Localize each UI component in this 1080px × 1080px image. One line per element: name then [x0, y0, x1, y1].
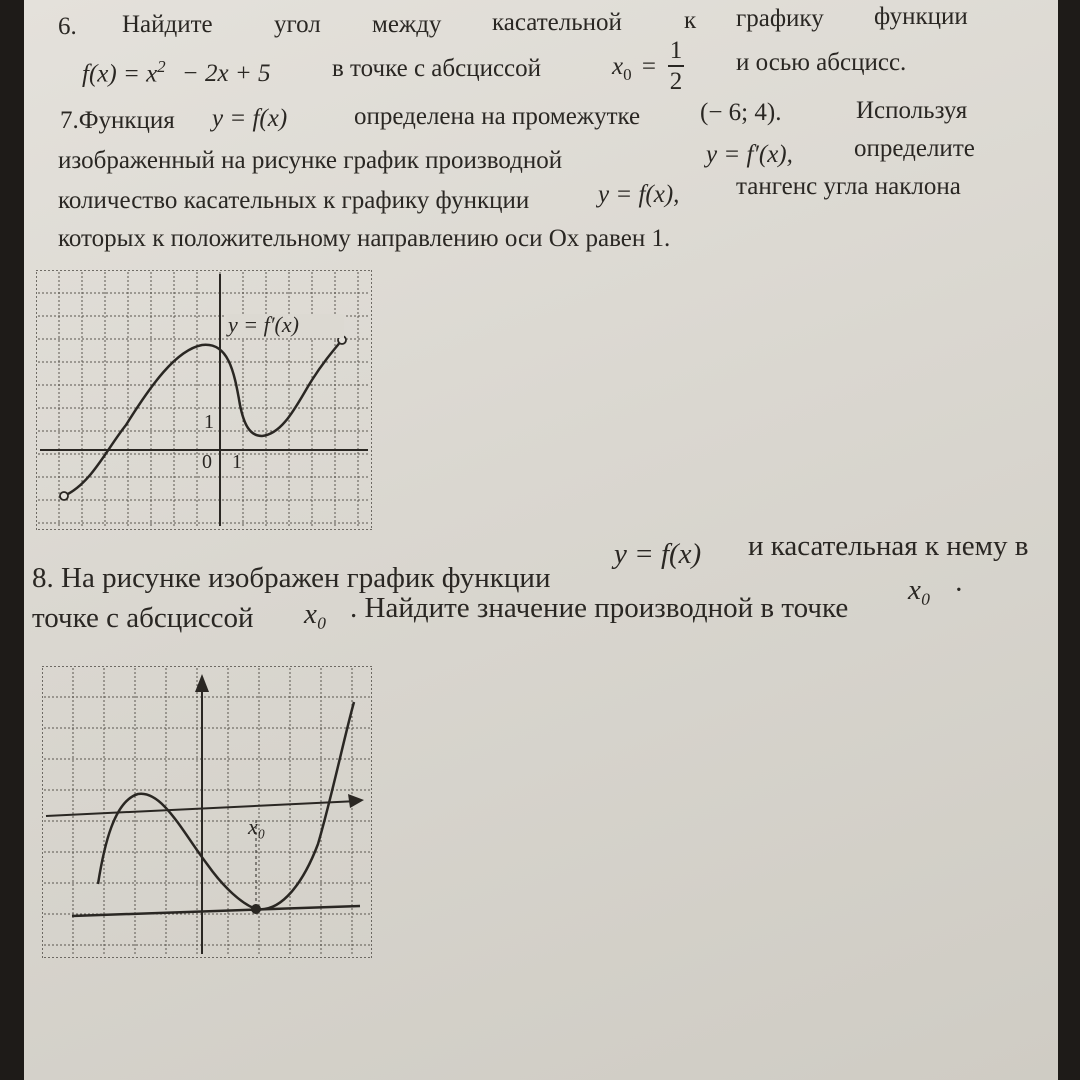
text: изображенный на рисунке график производной	[58, 147, 563, 174]
graph-border	[36, 270, 372, 530]
problem-6-number: 6.	[58, 13, 77, 40]
function-tangent-graph	[42, 666, 372, 958]
fraction-one-half: 1 2	[669, 37, 683, 95]
text: которых к положительному направлению оси Ox равен 1.	[58, 225, 671, 252]
word: функции	[874, 3, 968, 30]
text: определите	[854, 135, 975, 162]
x0-label: $x_0$ =	[612, 53, 656, 84]
problem-6-tail: и осью абсцисс.	[736, 49, 907, 76]
x0-point-label: x₀	[248, 814, 266, 839]
text: Используя	[856, 97, 968, 124]
word: между	[372, 11, 442, 38]
worksheet-page	[24, 0, 1058, 1080]
derivative-notation: y = f′(x),	[706, 141, 793, 168]
grid	[38, 272, 370, 528]
derivative-graph	[36, 270, 372, 530]
text: точке с абсциссой	[32, 602, 254, 634]
word: угол	[274, 11, 321, 38]
text: определена на промежутке	[354, 103, 641, 130]
word: касательной	[492, 9, 622, 36]
problem-8-start: 8. На рисунке изображен график функции	[32, 562, 551, 594]
function-notation: y = f(x),	[598, 181, 680, 208]
curve-label: y = f′(x)	[228, 312, 299, 337]
word: графику	[736, 5, 824, 32]
x0-symbol: x₀	[304, 598, 327, 630]
point-text: в точке с абсциссой	[332, 55, 542, 82]
unit-y-label: 1	[204, 411, 214, 433]
x-axis-arrow	[348, 794, 364, 808]
open-endpoint-left	[60, 492, 68, 500]
function-curve	[98, 702, 354, 909]
text: тангенс угла наклона	[736, 173, 961, 200]
function-notation: y = f(x)	[614, 538, 702, 570]
origin-label: 0	[202, 451, 212, 473]
unit-x-label: 1	[232, 451, 242, 473]
period: ·	[954, 574, 964, 606]
x0-symbol: x₀	[908, 574, 931, 606]
text: и касательная к нему в	[748, 530, 1029, 562]
text: количество касательных к графику функции	[58, 187, 530, 214]
word: Найдите	[122, 11, 213, 38]
problem-7-start: 7.Функция	[60, 107, 175, 134]
function-notation: y = f(x)	[212, 105, 288, 132]
text: . Найдите значение производной в точке	[350, 592, 849, 624]
grid	[44, 668, 370, 956]
word: к	[684, 7, 697, 34]
function-formula: $f(x) = x^2 - 2x + 5$	[82, 57, 271, 88]
interval: (− 6; 4).	[700, 99, 782, 126]
